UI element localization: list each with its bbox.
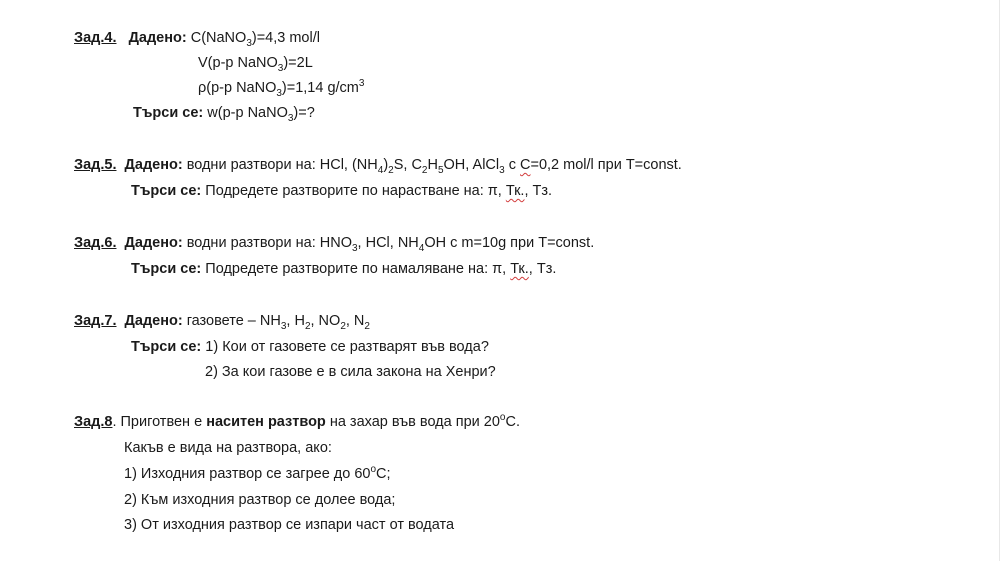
task-8-item-2-line [124,493,395,508]
task-8-number: Зад.8 [74,414,113,430]
task-4-given-line-1 [74,30,320,49]
task-7-question-1: 1) Кои от газовете се разтварят във вода? [205,339,489,355]
task-8-line-2 [124,441,332,456]
task-4-number: Зад.4. [74,30,117,46]
task-8-item-3-line [124,518,454,533]
task-7-given: газовете – $NH_3$, $H_2$, $NO_2$, $N_2$ [186,313,370,332]
task-4-find-label: Търси се: [133,105,204,121]
task-4-find-line [133,105,315,124]
task-7-given-label: Дадено: [124,313,183,329]
task-4-given-3: ρ(р-р NaNO$_3$)=1,14 $g/cm^3$ [198,78,365,99]
task-7-find-line [131,340,489,355]
task-6-find: Подредете разтворите по намаляване на: π, Тк., Тз. [205,261,557,277]
task-8-item-1: 1) Изходния разтвор се загрее до 60$^o$C; [124,464,391,482]
task-6-given-label: Дадено: [124,235,183,251]
task-5-number: Зад.5. [74,157,117,173]
task-4-given-2: V(р-р NaNO$_3$)=2L [198,55,313,74]
task-6-given: водни разтвори на: $HNO_3$, HCl, $NH_4OH$ с m=10g при T=const. [186,235,595,254]
task-8-statement: . Приготвен е наситен разтвор на захар във вода при 20$^o$C. [112,412,520,430]
task-6-find-label: Търси се: [131,261,202,277]
task-4-find: w(р-р NaNO$_3$)=? [207,105,315,124]
task-7-question-2-line [205,365,496,380]
task-8-item-1-line [124,464,391,482]
task-4-given-label: Дадено: [128,30,187,46]
task-4-given-1: C(NaNO$_3$)=4,3 mol/l [190,30,320,49]
task-5-find-line [131,184,552,199]
task-7-question-2: 2) За кои газове е в сила закона на Хенри? [205,364,496,380]
task-8-question: Какъв е вида на разтвора, ако: [124,440,332,456]
task-6-given-line [74,235,595,254]
task-5-given: водни разтвори на: HCl, $(NH_4)_2S$, $C_2H_5OH$, AlCl$_3$ с C=0,2 mol/l при T=const. [186,157,682,176]
task-6-find-line [131,262,556,277]
task-5-find: Подредете разтворите по нарастване на: π, Тк., Тз. [205,183,553,199]
task-4-given-line-2 [198,55,313,74]
task-4-given-line-3 [198,78,365,99]
task-8-line-1 [74,412,520,430]
task-8-item-3: 3) От изходния разтвор се изпари част от водата [124,517,455,533]
task-5-given-line [74,157,682,176]
task-8-item-2: 2) Към изходния разтвор се долее вода; [124,492,396,508]
task-7-find-label: Търси се: [131,339,202,355]
task-5-find-label: Търси се: [131,183,202,199]
task-7-number: Зад.7. [74,313,117,329]
task-5-given-label: Дадено: [124,157,183,173]
task-7-given-line [74,313,370,332]
task-6-number: Зад.6. [74,235,117,251]
